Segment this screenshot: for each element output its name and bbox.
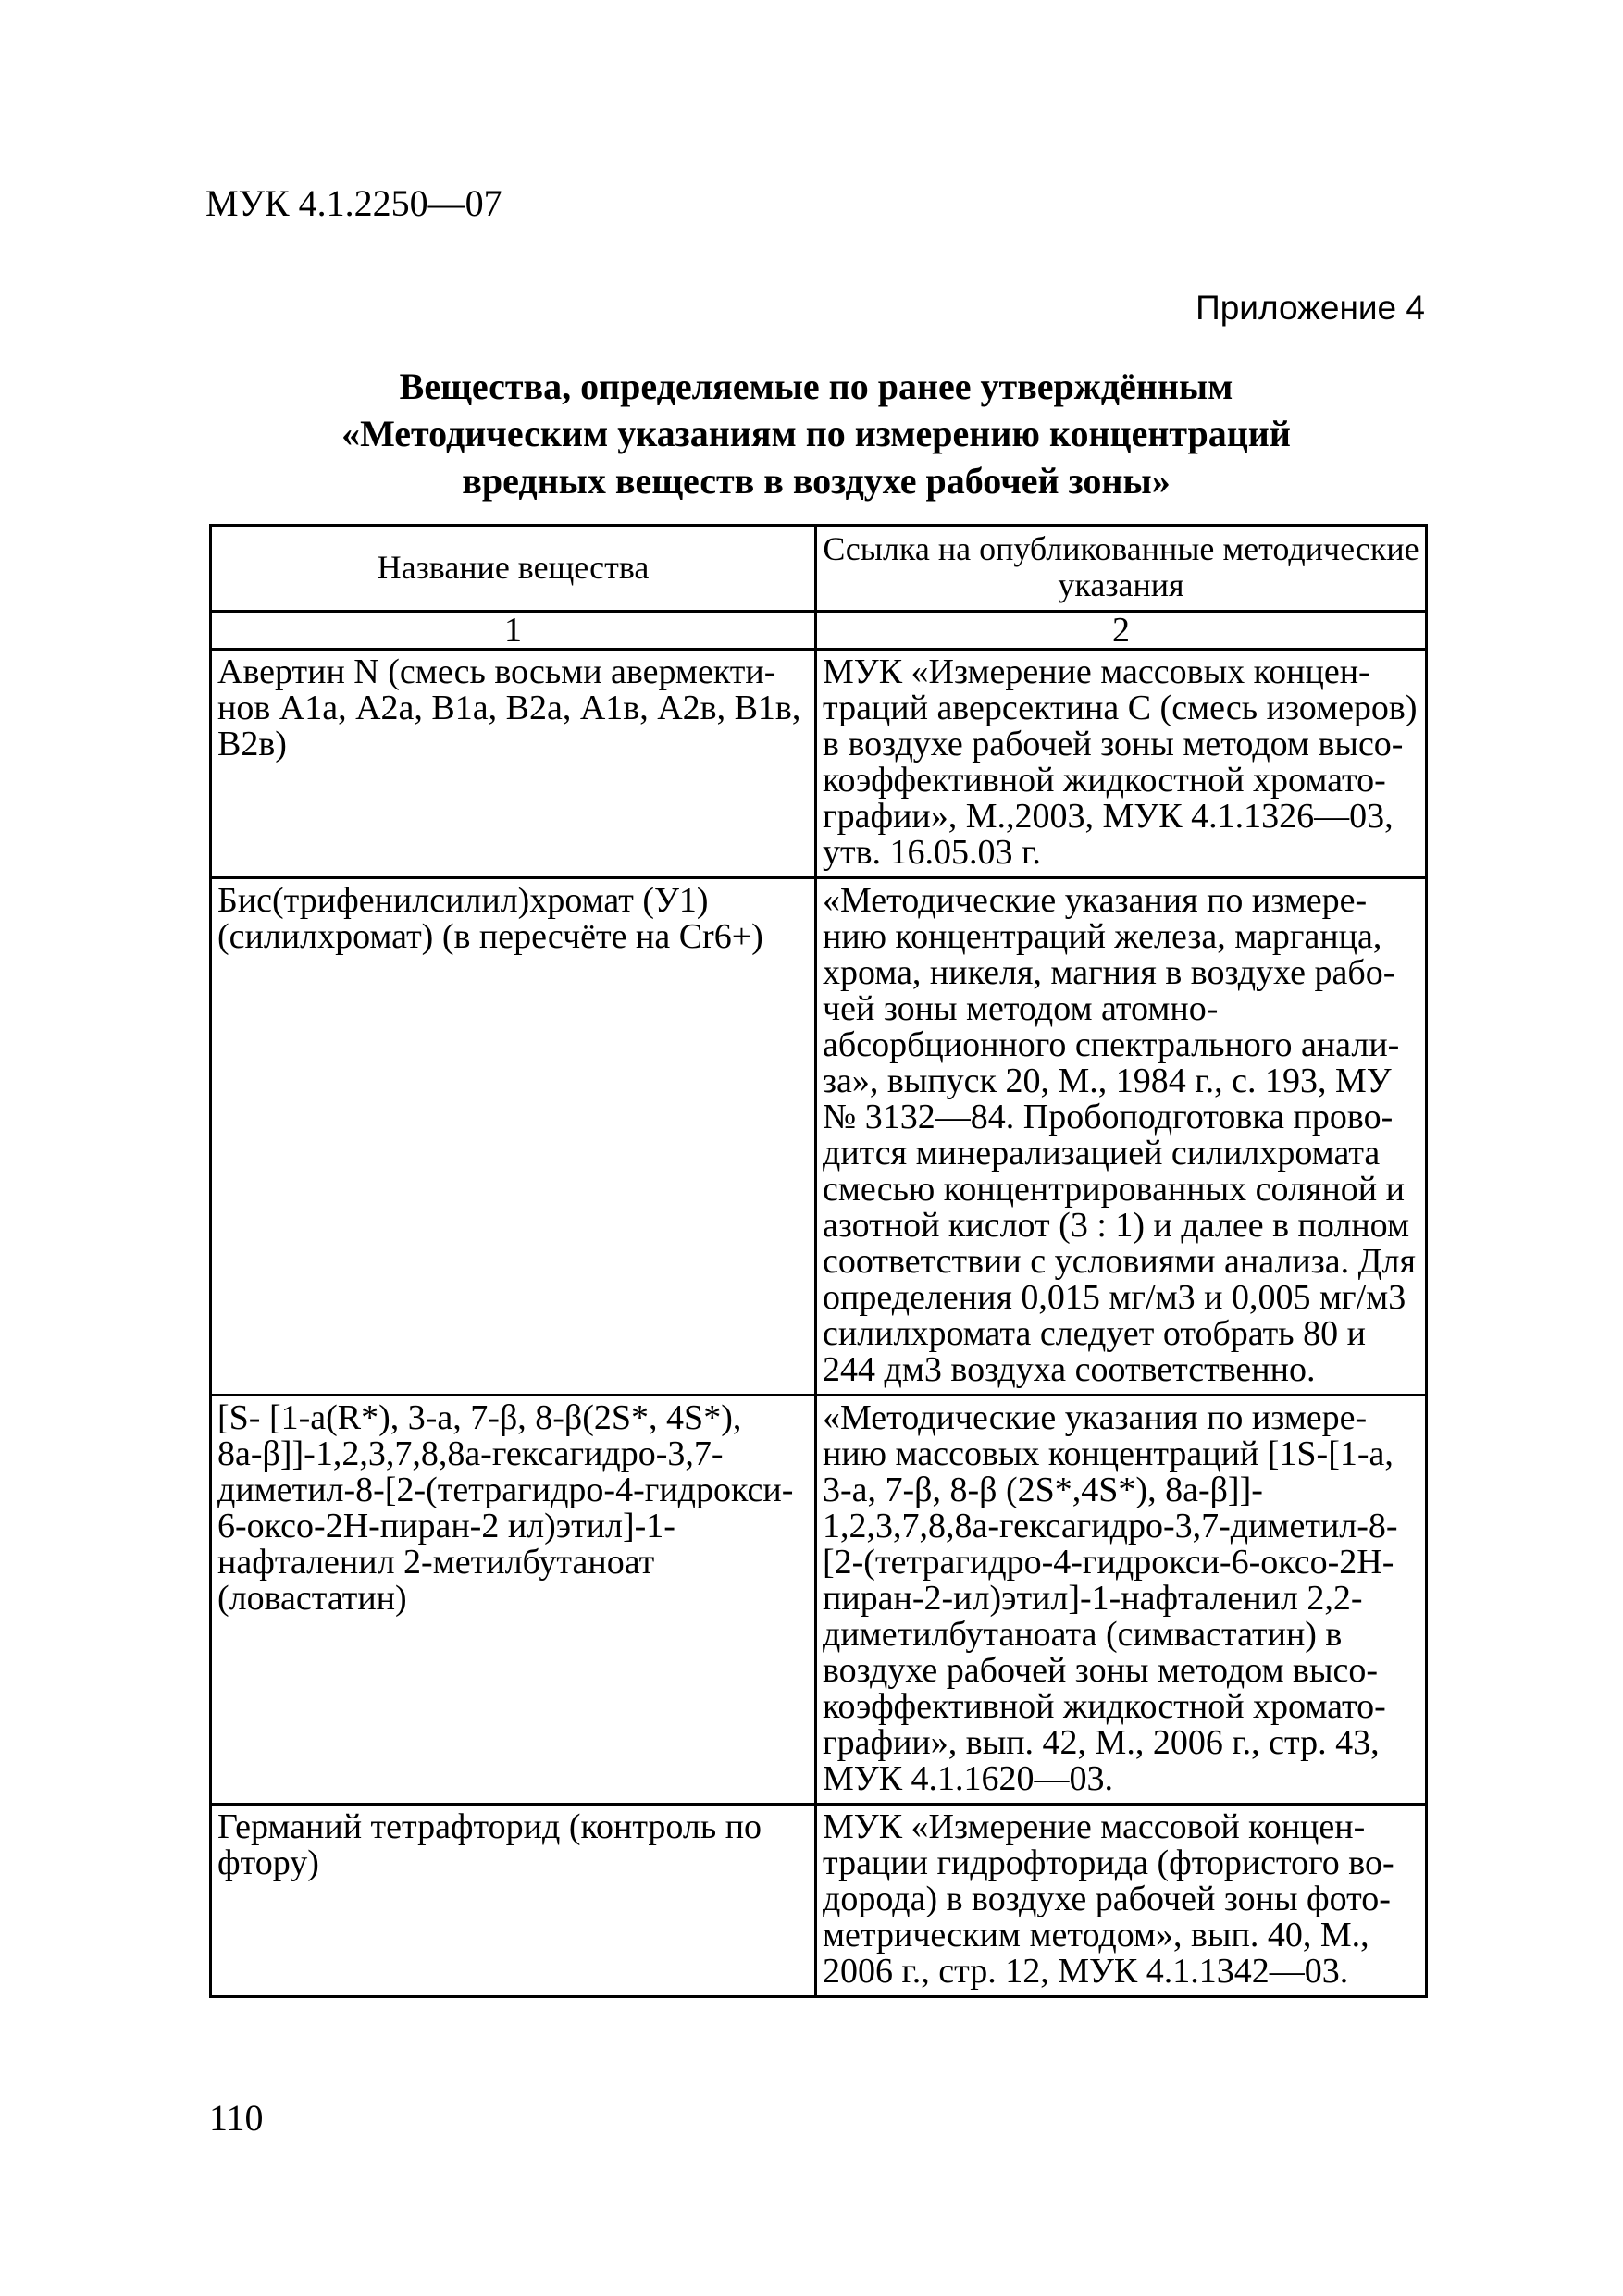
cell-line: смесью концентрированных соляной и	[823, 1170, 1405, 1209]
cell-line: 6-оксо-2Н-пиран-2 ил)этил]-1-	[217, 1507, 675, 1545]
table-row	[211, 1805, 1427, 1997]
reference-cell	[816, 878, 1427, 1396]
cell-line: в воздухе рабочей зоны методом высо-	[823, 725, 1404, 763]
cell-line: (силилхромат) (в пересчёте на Cr6+)	[217, 917, 763, 956]
cell-line: траций аверсектина С (смесь изомеров)	[823, 689, 1418, 727]
cell-line: силилхромата следует отобрать 80 и	[823, 1314, 1366, 1353]
cell-line: диметилбутаноата (симвастатин) в	[823, 1615, 1343, 1654]
cell-line: Бис(трифенилсилил)хромат (У1)	[217, 881, 709, 920]
cell-line: В2в)	[217, 725, 287, 763]
reference-cell	[816, 1396, 1427, 1805]
cell-line: 244 дм3 воздуха соответственно.	[823, 1350, 1316, 1389]
column-numbers-row	[211, 612, 1427, 650]
cell-line: утв. 16.05.03 г.	[823, 833, 1041, 872]
title-line: Вещества, определяемые по ранее утверждённым	[399, 366, 1233, 407]
cell-line: графии», М.,2003, МУК 4.1.1326—03,	[823, 797, 1394, 836]
cell-line: нов А1а, А2а, В1а, В2а, А1в, А2в, В1в,	[217, 689, 801, 727]
cell-line: хрома, никеля, магния в воздухе рабо-	[823, 953, 1395, 992]
cell-line: МУК 4.1.1620—03.	[823, 1759, 1114, 1798]
cell-line: нию массовых концентраций [1S-[1-a,	[823, 1434, 1394, 1473]
cell-line: Германий тетрафторид (контроль по	[217, 1807, 762, 1846]
substances-table	[209, 524, 1428, 1998]
cell-line: соответствии с условиями анализа. Для	[823, 1242, 1416, 1281]
cell-line: азотной кислот (3 : 1) и далее в полном	[823, 1206, 1409, 1245]
cell-line: графии», вып. 42, М., 2006 г., стр. 43,	[823, 1723, 1380, 1762]
reference-cell	[816, 650, 1427, 878]
cell-line: за», выпуск 20, М., 1984 г., с. 193, МУ	[823, 1061, 1392, 1100]
cell-line: 1,2,3,7,8,8а-гексагидро-3,7-диметил-8-	[823, 1507, 1398, 1545]
cell-line: № 3132—84. Пробоподготовка прово-	[823, 1098, 1394, 1136]
substance-name-cell	[211, 650, 816, 878]
cell-line: нию концентраций железа, марганца,	[823, 917, 1382, 956]
reference-cell	[816, 1805, 1427, 1997]
cell-line: нафталенил 2-метилбутаноат	[217, 1543, 655, 1582]
cell-line: чей зоны методом атомно-	[823, 989, 1219, 1028]
cell-line: дится минерализацией силилхромата	[823, 1134, 1381, 1173]
cell-line: метрическим методом», вып. 40, М.,	[823, 1916, 1369, 1955]
cell-line: воздухе рабочей зоны методом высо-	[823, 1651, 1379, 1690]
cell-line: дорода) в воздухе рабочей зоны фото-	[823, 1880, 1391, 1918]
page-number: 110	[209, 2097, 264, 2139]
cell-line: коэффективной жидкостной хромато-	[823, 761, 1386, 800]
column-number: 1	[211, 612, 816, 650]
cell-line: абсорбционного спектрального анали-	[823, 1025, 1400, 1064]
cell-line: коэффективной жидкостной хромато-	[823, 1687, 1386, 1726]
cell-line: «Методические указания по измере-	[823, 1398, 1368, 1437]
document-code: МУК 4.1.2250—07	[205, 182, 502, 224]
cell-line: 8a-β]]-1,2,3,7,8,8а-гексагидро-3,7-	[217, 1434, 724, 1473]
appendix-label: Приложение 4	[1196, 289, 1425, 327]
page-title	[205, 363, 1427, 504]
table-row	[211, 650, 1427, 878]
header-substance-name: Название вещества	[211, 526, 816, 612]
cell-line: трации гидрофторида (фтористого во-	[823, 1843, 1394, 1882]
table-body	[211, 650, 1427, 1997]
cell-line: МУК «Измерение массовой концен-	[823, 1807, 1366, 1846]
title-line: вредных веществ в воздухе рабочей зоны»	[462, 460, 1171, 502]
header-reference: Ссылка на опубликованные методические указания	[816, 526, 1427, 612]
cell-line: МУК «Измерение массовых концен-	[823, 652, 1370, 691]
cell-line: диметил-8-[2-(тетрагидро-4-гидрокси-	[217, 1471, 794, 1509]
cell-line: 2006 г., стр. 12, МУК 4.1.1342—03.	[823, 1952, 1349, 1991]
table-row	[211, 1396, 1427, 1805]
substance-name-cell	[211, 1805, 816, 1997]
cell-line: [2-(тетрагидро-4-гидрокси-6-оксо-2Н-	[823, 1543, 1394, 1582]
title-line: «Методическим указаниям по измерению концентраций	[341, 413, 1291, 454]
substance-name-cell	[211, 878, 816, 1396]
cell-line: фтору)	[217, 1843, 319, 1882]
substance-name-cell	[211, 1396, 816, 1805]
cell-line: 3-a, 7-β, 8-β (2S*,4S*), 8a-β]]-	[823, 1471, 1263, 1509]
table-row	[211, 878, 1427, 1396]
cell-line: пиран-2-ил)этил]-1-нафталенил 2,2-	[823, 1579, 1363, 1618]
column-number: 2	[816, 612, 1427, 650]
table-header-row	[211, 526, 1427, 612]
cell-line: «Методические указания по измере-	[823, 881, 1368, 920]
cell-line: [S- [1-a(R*), 3-a, 7-β, 8-β(2S*, 4S*),	[217, 1398, 742, 1437]
cell-line: (ловастатин)	[217, 1579, 407, 1618]
cell-line: определения 0,015 мг/м3 и 0,005 мг/м3	[823, 1278, 1406, 1317]
cell-line: Авертин N (смесь восьми авермекти-	[217, 652, 776, 691]
